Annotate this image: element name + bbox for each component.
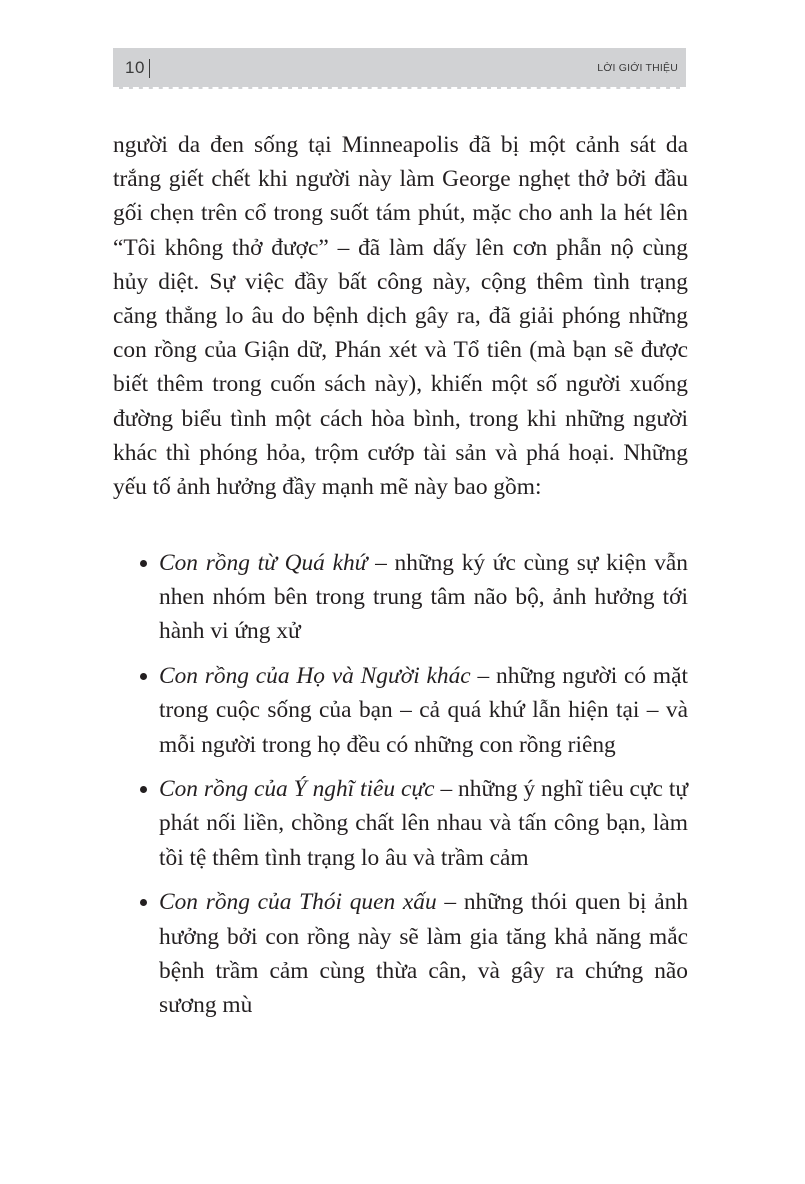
header-divider (149, 59, 150, 78)
list-item (113, 885, 688, 1022)
bullet-icon (140, 673, 147, 680)
bullet-description: – những ý nghĩ tiêu cực tự phát nối liền, chồng chất lên nhau và tấn công bạn, làm tồi tệ thêm tình trạng lo âu và trầm cảm (159, 776, 689, 871)
bullet-list (113, 546, 688, 1033)
body-paragraph: người da đen sống tại Minneapolis đã bị một cảnh sát da trắng giết chết khi người này làm George nghẹt thở bởi đầu gối chẹn trên cổ trong suốt tám phút, mặc cho anh la hét lên “Tôi không thở được” – đã làm dấy lên cơn phẫn nộ cùng hủy diệt. Sự việc đầy bất công này, cộng thêm tình trạng căng thẳng lo âu do bệnh dịch gây ra, đã giải phóng những con rồng của Giận dữ, Phán xét và Tổ tiên (mà bạn sẽ được biết thêm trong cuốn sách này), khiến một số người xuống đường biểu tình một cách hòa bình, trong khi những người khác thì phóng hỏa, trộm cướp tài sản và phá hoại. Những yếu tố ảnh hưởng đầy mạnh mẽ này bao gồm: (113, 132, 688, 501)
bullet-icon (140, 560, 147, 567)
page-number: 10 (125, 58, 145, 77)
bullet-term: Con rồng của Ý nghĩ tiêu cực (159, 776, 435, 803)
bullet-icon (140, 899, 147, 906)
bullet-description: – những ký ức cùng sự kiện vẫn nhen nhóm bên trong trung tâm não bộ, ảnh hưởng tới hành vi ứng xử (159, 550, 688, 645)
chapter-title: LỜI GIỚI THIỆU (597, 62, 678, 74)
list-item (113, 546, 688, 649)
list-item (113, 659, 688, 762)
bullet-term: Con rồng của Thói quen xấu (159, 889, 437, 916)
bullet-term: Con rồng của Họ và Người khác (159, 663, 471, 690)
bullet-description: – những người có mặt trong cuộc sống của bạn – cả quá khứ lẫn hiện tại – và mỗi người trong họ đều có những con rồng riêng (159, 663, 688, 758)
running-header (113, 48, 686, 89)
bullet-icon (140, 786, 147, 793)
bullet-term: Con rồng từ Quá khứ (159, 550, 368, 576)
bullet-description: – những thói quen bị ảnh hưởng bởi con rồng này sẽ làm gia tăng khả năng mắc bệnh trầm cảm cùng thừa cân, và gây ra chứng não sương mù (159, 889, 688, 1018)
list-item (113, 772, 688, 875)
